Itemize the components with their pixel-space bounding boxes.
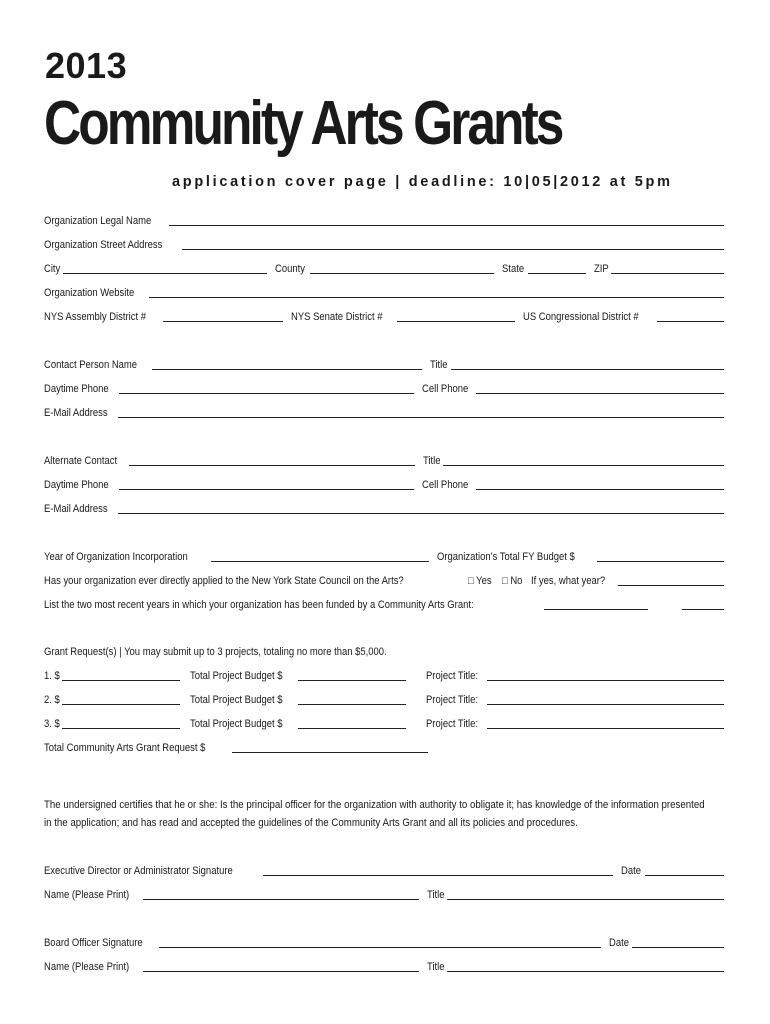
board-name-row [44,956,724,974]
alt-contact-label: Alternate Contact [44,455,118,467]
street-address-row [44,234,724,252]
incorporation-row [44,546,724,564]
project-title-label: Project Title: [425,694,479,706]
congress-district-label: US Congressional District # [522,311,639,323]
county-label: County [274,263,305,275]
zip-label: ZIP [593,263,609,275]
assembly-district-label: NYS Assembly District # [44,311,146,323]
city-label: City [44,263,61,275]
exec-name-row [44,884,724,902]
alt-contact-row [44,450,724,468]
board-date-field[interactable] [632,947,724,948]
contact-day-phone-field[interactable] [119,393,414,394]
exec-name-label: Name (Please Print) [44,889,130,901]
website-row [44,282,724,300]
grant-amount-field[interactable] [62,728,180,729]
exec-title-field[interactable] [447,899,724,900]
legal-name-row [44,210,724,228]
board-signature-row [44,932,724,950]
senate-district-label: NYS Senate District # [290,311,383,323]
assembly-district-field[interactable] [163,321,283,322]
applied-row [44,570,724,588]
funded-label: List the two most recent years in which your organization has been funded by a Community Arts Grant: [44,599,474,611]
grant-total-label: Total Community Arts Grant Request $ [44,742,206,754]
contact-name-row [44,354,724,372]
legal-name-field[interactable] [169,225,724,226]
contact-cell-phone-label: Cell Phone [422,383,469,395]
yes-checkbox[interactable]: □ Yes [468,575,492,587]
form-subtitle: application cover page | deadline: 10|05|2012 at 5pm [172,174,673,190]
grant-row-1 [44,665,724,683]
contact-cell-phone-field[interactable] [476,393,724,394]
grant-header-row [44,641,724,659]
project-title-field[interactable] [487,680,724,681]
alt-title-field[interactable] [443,465,724,466]
exec-date-field[interactable] [645,875,724,876]
alt-phone-row [44,474,724,492]
grant-amount-field[interactable] [62,680,180,681]
exec-signature-field[interactable] [263,875,613,876]
alt-contact-field[interactable] [129,465,415,466]
website-field[interactable] [149,297,724,298]
website-label: Organization Website [44,287,135,299]
contact-name-label: Contact Person Name [44,359,138,371]
alt-cell-phone-field[interactable] [476,489,724,490]
total-budget-field[interactable] [298,704,406,705]
fy-budget-field[interactable] [597,561,724,562]
funded-row [44,594,724,612]
alt-email-label: E-Mail Address [44,503,108,515]
contact-title-field[interactable] [451,369,724,370]
project-title-label: Project Title: [425,718,479,730]
contact-title-label: Title [430,359,448,371]
applied-year-field[interactable] [618,585,724,586]
alt-day-phone-label: Daytime Phone [44,479,109,491]
alt-cell-phone-label: Cell Phone [422,479,469,491]
exec-date-label: Date [621,865,642,877]
board-signature-field[interactable] [159,947,601,948]
contact-email-field[interactable] [118,417,724,418]
senate-district-field[interactable] [397,321,515,322]
funded-year-1-field[interactable] [544,609,648,610]
city-state-row [44,258,724,276]
grant-header: Grant Request(s) | You may submit up to 3 projects, totaling no more than $5,000. [44,646,387,658]
project-title-label: Project Title: [425,670,479,682]
exec-signature-label: Executive Director or Administrator Signature [44,865,233,877]
board-date-label: Date [608,937,629,949]
legal-name-label: Organization Legal Name [44,215,152,227]
incorporation-label: Year of Organization Incorporation [44,551,188,563]
board-title-field[interactable] [447,971,724,972]
county-field[interactable] [310,273,494,274]
fy-budget-label: Organization’s Total FY Budget $ [437,551,575,563]
contact-email-row [44,402,724,420]
certification-text: The undersigned certifies that he or she: Is the principal officer for the organization with authority to obligate it; has knowledge of the information presented in the application; and has read and accepted the guidelines of the Community Arts Grant and all its policies and procedures. [44,799,705,829]
board-signature-label: Board Officer Signature [44,937,143,949]
state-label: State [501,263,524,275]
board-name-label: Name (Please Print) [44,961,130,973]
total-budget-label: Total Project Budget $ [190,718,283,730]
project-title-field[interactable] [487,728,724,729]
grant-amount-field[interactable] [62,704,180,705]
contact-day-phone-label: Daytime Phone [44,383,109,395]
district-row [44,306,724,324]
grant-amount-label: 1. $ [44,670,60,682]
board-title-label: Title [427,961,445,973]
state-field[interactable] [528,273,586,274]
total-budget-field[interactable] [298,728,406,729]
total-budget-label: Total Project Budget $ [190,670,283,682]
zip-field[interactable] [611,273,724,274]
applied-question: Has your organization ever directly applied to the New York State Council on the Arts? [44,575,404,587]
alt-title-label: Title [423,455,441,467]
project-title-field[interactable] [487,704,724,705]
grant-row-3 [44,713,724,731]
total-budget-field[interactable] [298,680,406,681]
alt-email-row [44,498,724,516]
city-field[interactable] [63,273,267,274]
form-title: Community Arts Grants [44,89,562,158]
form-year: 2013 [45,45,128,86]
contact-name-field[interactable] [152,369,422,370]
alt-day-phone-field[interactable] [119,489,414,490]
grant-amount-label: 3. $ [44,718,60,730]
exec-title-label: Title [427,889,445,901]
street-address-field[interactable] [182,249,724,250]
exec-name-field[interactable] [143,899,419,900]
contact-phone-row [44,378,724,396]
congress-district-field[interactable] [657,321,724,322]
grant-total-row [44,737,724,755]
grant-row-2 [44,689,724,707]
total-budget-label: Total Project Budget $ [190,694,283,706]
street-address-label: Organization Street Address [44,239,163,251]
alt-email-field[interactable] [118,513,724,514]
exec-signature-row [44,860,724,878]
no-checkbox[interactable]: □ No [501,575,523,587]
grant-total-field[interactable] [232,752,428,753]
board-name-field[interactable] [143,971,419,972]
grant-amount-label: 2. $ [44,694,60,706]
contact-email-label: E-Mail Address [44,407,108,419]
incorporation-field[interactable] [211,561,429,562]
applied-year-label: If yes, what year? [531,575,606,587]
funded-year-2-field[interactable] [682,609,724,610]
